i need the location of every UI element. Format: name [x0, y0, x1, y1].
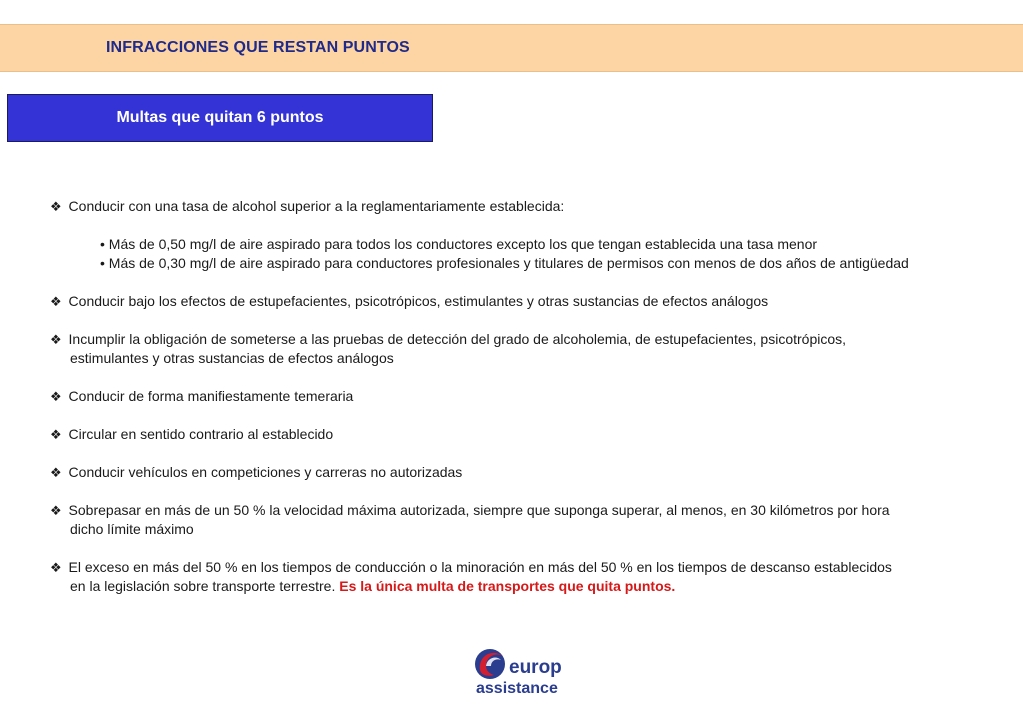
page-title: INFRACCIONES QUE RESTAN PUNTOS — [106, 39, 410, 56]
sub-item: • Más de 0,50 mg/l de aire aspirado para todos los conductores excepto los que tengan establecida una tasa menor — [100, 236, 818, 252]
header-band — [0, 24, 1023, 72]
list-item — [50, 558, 1010, 596]
list-item — [50, 425, 1010, 444]
list-item — [50, 501, 1010, 539]
highlight-note: Es la única multa de transportes que quita puntos. — [339, 578, 676, 594]
diamond-bullet-icon: ❖ — [50, 465, 62, 480]
item-text: Conducir bajo los efectos de estupefacientes, psicotrópicos, estimulantes y otras sustancias de efectos análogos — [68, 293, 769, 309]
section-title: Multas que quitan 6 puntos — [116, 109, 324, 126]
diamond-bullet-icon: ❖ — [50, 294, 62, 309]
sub-item: • Más de 0,30 mg/l de aire aspirado para conductores profesionales y titulares de permisos con menos de dos años de antigüedad — [100, 255, 909, 271]
list-item — [50, 330, 1010, 368]
infractions-list — [50, 197, 1010, 615]
item-text: Conducir de forma manifiestamente temeraria — [68, 388, 354, 404]
logo-graphic — [472, 640, 562, 698]
svg-text:europ: europ — [509, 657, 562, 678]
list-item — [50, 292, 1010, 311]
item-text-continuation: dicho límite máximo — [70, 521, 194, 537]
europ-assistance-logo — [472, 640, 562, 698]
item-text: El exceso en más del 50 % en los tiempos de conducción o la minoración en más del 50 % en los tiempos de descanso establecidos — [68, 559, 892, 575]
item-text: Incumplir la obligación de someterse a las pruebas de detección del grado de alcoholemia, de estupefacientes, psicotrópicos, — [68, 331, 847, 347]
item-text-continuation: en la legislación sobre transporte terrestre. — [70, 578, 336, 594]
item-text: Conducir con una tasa de alcohol superior a la reglamentariamente establecida: — [68, 198, 565, 214]
sublist — [100, 235, 1010, 273]
item-text: Conducir vehículos en competiciones y carreras no autorizadas — [68, 464, 463, 480]
section-title-box — [7, 94, 433, 142]
list-item — [50, 387, 1010, 406]
item-text: Circular en sentido contrario al establecido — [68, 426, 334, 442]
list-item — [50, 463, 1010, 482]
diamond-bullet-icon: ❖ — [50, 199, 62, 214]
diamond-bullet-icon: ❖ — [50, 560, 62, 575]
item-text: Sobrepasar en más de un 50 % la velocidad máxima autorizada, siempre que suponga superar, al menos, en 30 kilómetros por hora — [68, 502, 890, 518]
item-text-continuation: estimulantes y otras sustancias de efectos análogos — [70, 350, 394, 366]
diamond-bullet-icon: ❖ — [50, 389, 62, 404]
svg-text:assistance: assistance — [476, 680, 558, 697]
diamond-bullet-icon: ❖ — [50, 427, 62, 442]
diamond-bullet-icon: ❖ — [50, 503, 62, 518]
list-item — [50, 197, 1010, 216]
diamond-bullet-icon: ❖ — [50, 332, 62, 347]
